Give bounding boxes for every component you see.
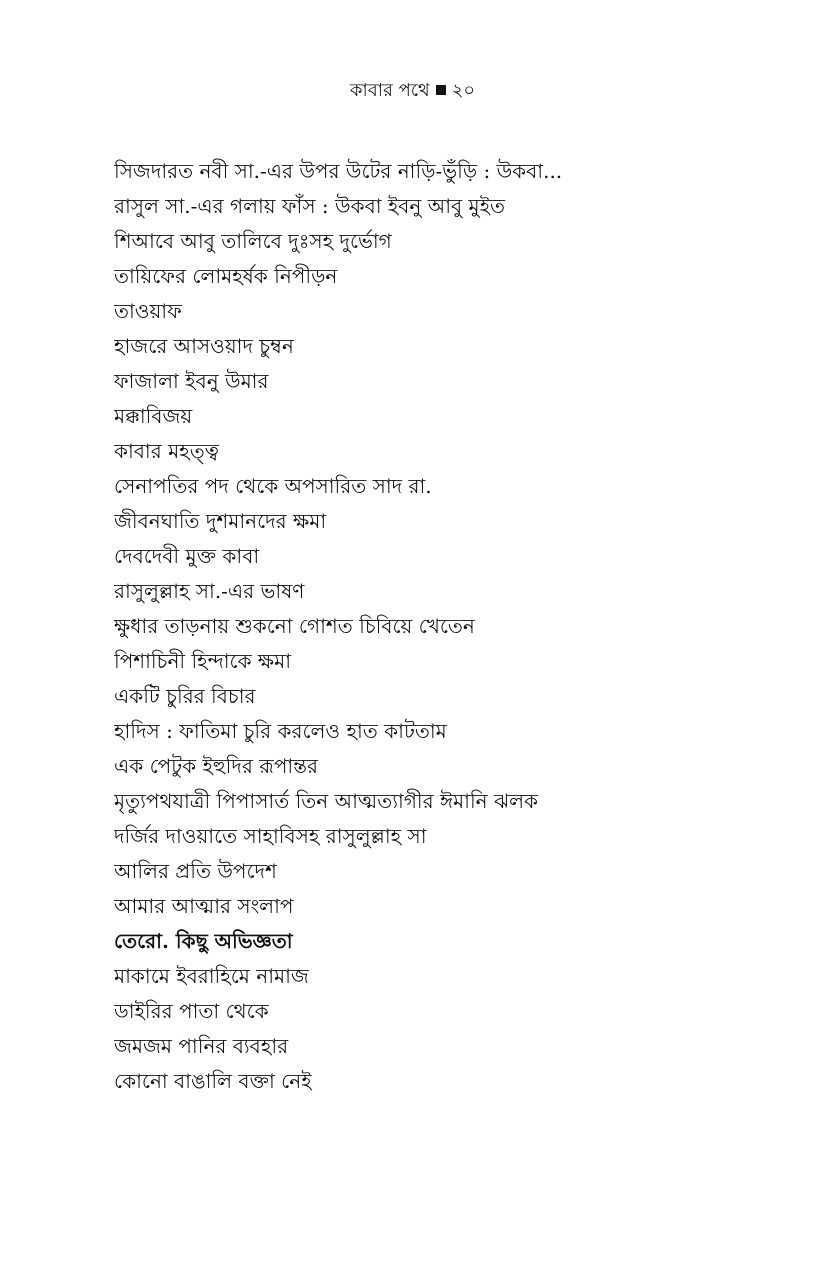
toc-entry: হাজরে আসওয়াদ চুম্বন bbox=[114, 334, 294, 358]
toc-entry: মৃত্যুপথযাত্রী পিপাসার্ত তিন আত্মত্যাগীর ঈমানি ঝলক bbox=[114, 789, 539, 813]
toc-entry: মাকামে ইবরাহিমে নামাজ bbox=[114, 964, 309, 988]
toc-entry: ডাইরির পাতা থেকে bbox=[114, 999, 269, 1023]
toc-entry: ফাজালা ইবনু উমার bbox=[114, 369, 269, 393]
toc-entry: ক্ষুধার তাড়নায় শুকনো গোশত চিবিয়ে খেতেন bbox=[114, 614, 475, 638]
toc-entry: আলির প্রতি উপদেশ bbox=[114, 859, 277, 883]
toc-entry: কোনো বাঙালি বক্তা নেই bbox=[114, 1069, 312, 1093]
toc-entry: রাসুলুল্লাহ সা.-এর ভাষণ bbox=[114, 579, 305, 603]
toc-entry: একটি চুরির বিচার bbox=[114, 684, 256, 708]
toc-entry: মক্কাবিজয় bbox=[114, 404, 193, 428]
toc-entry: তায়িফের লোমহর্ষক নিপীড়ন bbox=[114, 264, 338, 288]
toc-entry: আমার আত্মার সংলাপ bbox=[114, 894, 294, 918]
toc-entry: সিজদারত নবী সা.-এর উপর উটের নাড়ি-ভুঁড়ি : উকবা... bbox=[114, 159, 563, 183]
toc-entry: তাওয়াফ bbox=[114, 299, 182, 323]
toc-entry: এক পেটুক ইহুদির রূপান্তর bbox=[114, 754, 318, 778]
toc-entry: সেনাপতির পদ থেকে অপসারিত সাদ রা. bbox=[114, 474, 432, 498]
toc-entry: জমজম পানির ব্যবহার bbox=[114, 1034, 289, 1058]
page-number: ২০ bbox=[451, 80, 476, 101]
toc-entry: কাবার মহত্ত্ব bbox=[114, 439, 219, 463]
toc-entry: শিআবে আবু তালিবে দুঃসহ দুর্ভোগ bbox=[114, 229, 392, 253]
toc-entry: জীবনঘাতি দুশমানদের ক্ষমা bbox=[114, 509, 327, 533]
square-separator-icon bbox=[436, 85, 446, 95]
toc-entry: রাসুল সা.-এর গলায় ফাঁস : উকবা ইবনু আবু মুইত bbox=[114, 194, 506, 218]
toc-entry: দর্জির দাওয়াতে সাহাবিসহ রাসুলুল্লাহ সা bbox=[114, 824, 427, 848]
toc-entry: পিশাচিনী হিন্দাকে ক্ষমা bbox=[114, 649, 292, 673]
toc-entry: হাদিস : ফাতিমা চুরি করলেও হাত কাটতাম bbox=[114, 719, 447, 743]
toc-entry: দেবদেবী মুক্ত কাবা bbox=[114, 544, 260, 568]
table-of-contents bbox=[114, 155, 774, 1100]
book-title: কাবার পথে bbox=[349, 80, 430, 101]
toc-section-heading: তেরো. কিছু অভিজ্ঞতা bbox=[114, 929, 293, 953]
running-header bbox=[0, 78, 825, 104]
